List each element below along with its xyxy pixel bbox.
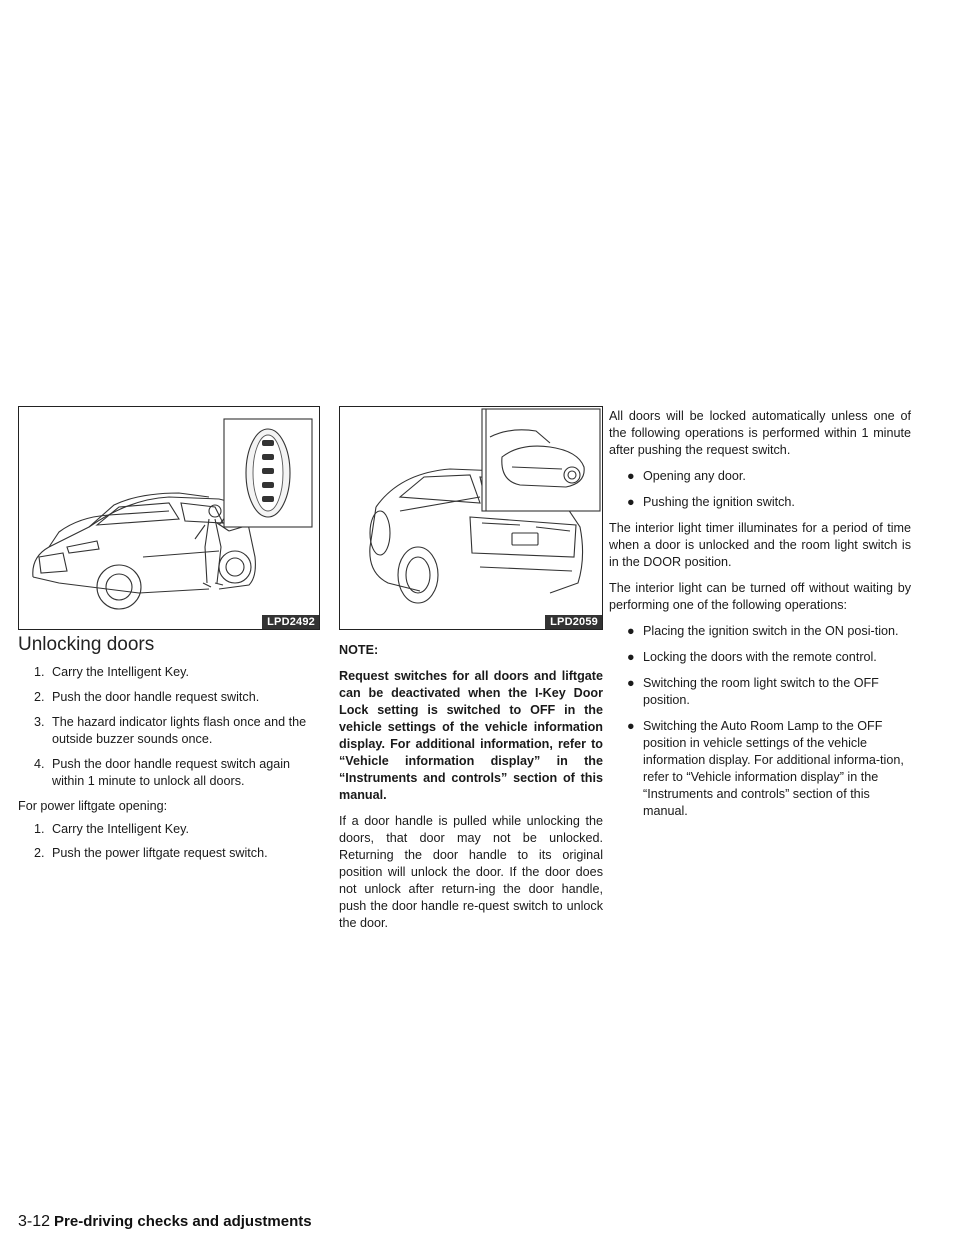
page-footer xyxy=(18,1213,312,1231)
page-number: 3-12 xyxy=(18,1213,51,1230)
column-left xyxy=(18,406,320,869)
interior-light-off-paragraph: The interior light can be turned off without waiting by performing one of the following operations: xyxy=(609,581,911,612)
list-item: ● Switching the Auto Room Lamp to the OFF position in vehicle settings of the vehicle information display. For additional informa-tion, refer to “Vehicle information display” in the “Instruments and controls” section of this manual. xyxy=(627,719,904,818)
list-item: ● Opening any door. xyxy=(627,469,746,483)
interior-light-paragraph: The interior light timer illuminates for a period of time when a door is unlocked and the room light switch is in the DOOR position. xyxy=(609,521,911,569)
figure-code-right: LPD2059 xyxy=(545,615,602,629)
figure-code-left: LPD2492 xyxy=(262,615,319,629)
list-item: 1. Carry the Intelligent Key. xyxy=(34,665,189,679)
list-item: 2. Push the door handle request switch. xyxy=(34,690,260,704)
list-item: 1. Carry the Intelligent Key. xyxy=(34,822,189,836)
auto-lock-bullets xyxy=(609,468,911,511)
section-title: Unlocking doors xyxy=(18,634,155,655)
liftgate-steps xyxy=(18,821,320,862)
unlock-steps xyxy=(18,664,320,790)
chapter-title: Pre-driving checks and adjustments xyxy=(54,1213,312,1230)
column-middle xyxy=(339,406,603,941)
list-item: ● Placing the ignition switch in the ON posi-tion. xyxy=(627,624,899,638)
car-with-key-illustration xyxy=(19,407,319,629)
rear-car-door-handle-illustration xyxy=(340,407,602,629)
column-right xyxy=(609,408,911,829)
handle-paragraph: If a door handle is pulled while unlocking the doors, that door may not be unlocked. Returning the door handle to its original position will unlock the door. If the door does not unlock after return-ing the door handle, push the door handle re-quest switch to unlock the door. xyxy=(339,814,603,930)
list-item: 3. The hazard indicator lights flash once and the outside buzzer sounds once. xyxy=(34,715,307,746)
list-item: 4. Push the door handle request switch again within 1 minute to unlock all doors. xyxy=(34,757,291,788)
list-item: 2. Push the power liftgate request switch. xyxy=(34,846,268,860)
interior-light-bullets xyxy=(609,623,911,820)
list-item: ● Locking the doors with the remote control. xyxy=(627,650,877,664)
note-body: Request switches for all doors and liftgate can be deactivated when the I-Key Door Lock setting is switched to OFF in the vehicle settings of the vehicle information display. For additional information, refer to “Vehicle information display” in the “Instruments and controls” section of this manual. xyxy=(339,669,603,802)
figure-door-handle xyxy=(339,406,603,630)
note-heading: NOTE: xyxy=(339,643,379,657)
list-item: ● Switching the room light switch to the OFF position. xyxy=(627,676,879,707)
intelligent-key-icon xyxy=(246,429,290,517)
liftgate-intro: For power liftgate opening: xyxy=(18,799,168,813)
auto-lock-paragraph: All doors will be locked automatically unless one of the following operations is performed within 1 minute after pushing the request switch. xyxy=(609,409,911,457)
figure-intelligent-key xyxy=(18,406,320,630)
list-item: ● Pushing the ignition switch. xyxy=(627,495,795,509)
